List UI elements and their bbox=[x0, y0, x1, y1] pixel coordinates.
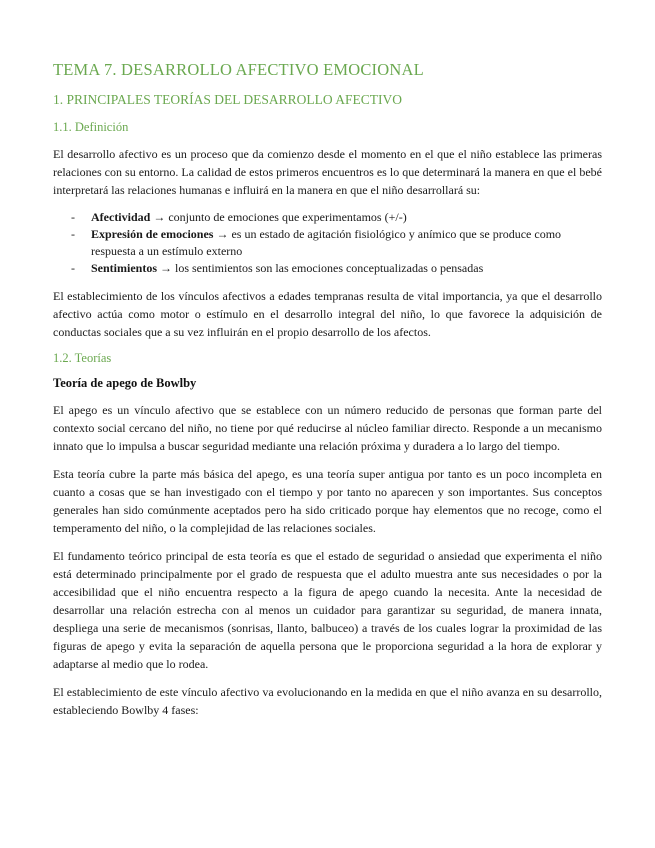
theory-heading-bowlby: Teoría de apego de Bowlby bbox=[53, 376, 197, 390]
bullet-dash: - bbox=[71, 210, 75, 224]
definition-expresion-emociones: → es un estado de agitación fisiológico y anímico que se produce como respuesta a un estímulo externo bbox=[91, 227, 562, 258]
definition-afectividad: → conjunto de emociones que experimentamos (+/-) bbox=[150, 210, 407, 224]
document-title: TEMA 7. DESARROLLO AFECTIVO EMOCIONAL bbox=[53, 60, 424, 79]
fases-paragraph: El establecimiento de este vínculo afectivo va evolucionando en la medida en que el niño avanza en su desarrollo, estableciendo Bowlby 4 fases: bbox=[53, 685, 602, 717]
section-heading-principales-teorias: 1. PRINCIPALES TEORÍAS DEL DESARROLLO AFECTIVO bbox=[53, 92, 403, 107]
apego-paragraph: El apego es un vínculo afectivo que se establece con un número reducido de personas que forman parte del contexto social cercano del niño, no tiene por qué reducirse al núcleo familiar directo. Responde a un mecanismo innato que lo impulsa a buscar seguridad mediante una relación próxima y duradera a lo largo del tiempo. bbox=[53, 403, 602, 453]
term-afectividad: Afectividad bbox=[91, 210, 151, 224]
subsection-heading-definicion: 1.1. Definición bbox=[53, 120, 129, 134]
bullet-dash: - bbox=[71, 261, 75, 275]
list-item-afectividad bbox=[71, 209, 602, 226]
definition-bullet-list bbox=[71, 209, 602, 277]
definition-paragraph: El desarrollo afectivo es un proceso que da comienzo desde el momento en el que el niño establece las primeras relaciones con su entorno. La calidad de estos primeros encuentros es lo que determinará la manera en que el bebé interpretará las relaciones humanas e influirá en la manera en que el niño desarrollará su: bbox=[53, 147, 602, 197]
term-expresion-emociones: Expresión de emociones bbox=[91, 227, 214, 241]
definition-sentimientos: → los sentimientos son las emociones conceptualizadas o pensadas bbox=[157, 261, 484, 275]
list-item-expresion-emociones bbox=[71, 226, 602, 260]
term-sentimientos: Sentimientos bbox=[91, 261, 157, 275]
fundamento-paragraph: El fundamento teórico principal de esta teoría es que el estado de seguridad o ansiedad que experimenta el niño está determinado principalmente por el grado de respuesta que el adulto muestra ante sus necesidades o por la accesibilidad que el niño encuentra respecto a la figura de apego cuando la necesita. Ante la necesidad de desarrollar una relación estrecha con al menos un cuidador para garantizar su seguridad, de manera innata, despliega una serie de mecanismos (sonrisas, llanto, balbuceo) a través de los cuales lograr la proximidad de las figuras de apego y evita la separación de aquella persona que le proporciona seguridad a la hora de explorar y adaptarse al medio que lo rodea. bbox=[53, 549, 602, 671]
subsection-heading-teorias: 1.2. Teorías bbox=[53, 351, 112, 365]
vinculos-paragraph: El establecimiento de los vínculos afectivos a edades tempranas resulta de vital importancia, ya que el desarrollo afectivo actúa como motor o estímulo en el desarrollo integral del niño, lo que favorece la adquisición de conductas sociales que a su vez influirán en el propio desarrollo de los afectos. bbox=[53, 289, 602, 339]
bullet-dash: - bbox=[71, 227, 75, 241]
teoria-critica-paragraph: Esta teoría cubre la parte más básica del apego, es una teoría super antigua por tanto es un poco incompleta en cuanto a cosas que se han investigado con el tiempo y por tanto no aparecen y son importantes. Sus conceptos generales han sido comúnmente aceptados pero ha sido criticado porque hay elementos que no recoge, como el temperamento del niño, o la complejidad de las relaciones sociales. bbox=[53, 467, 602, 535]
list-item-sentimientos bbox=[71, 260, 602, 277]
